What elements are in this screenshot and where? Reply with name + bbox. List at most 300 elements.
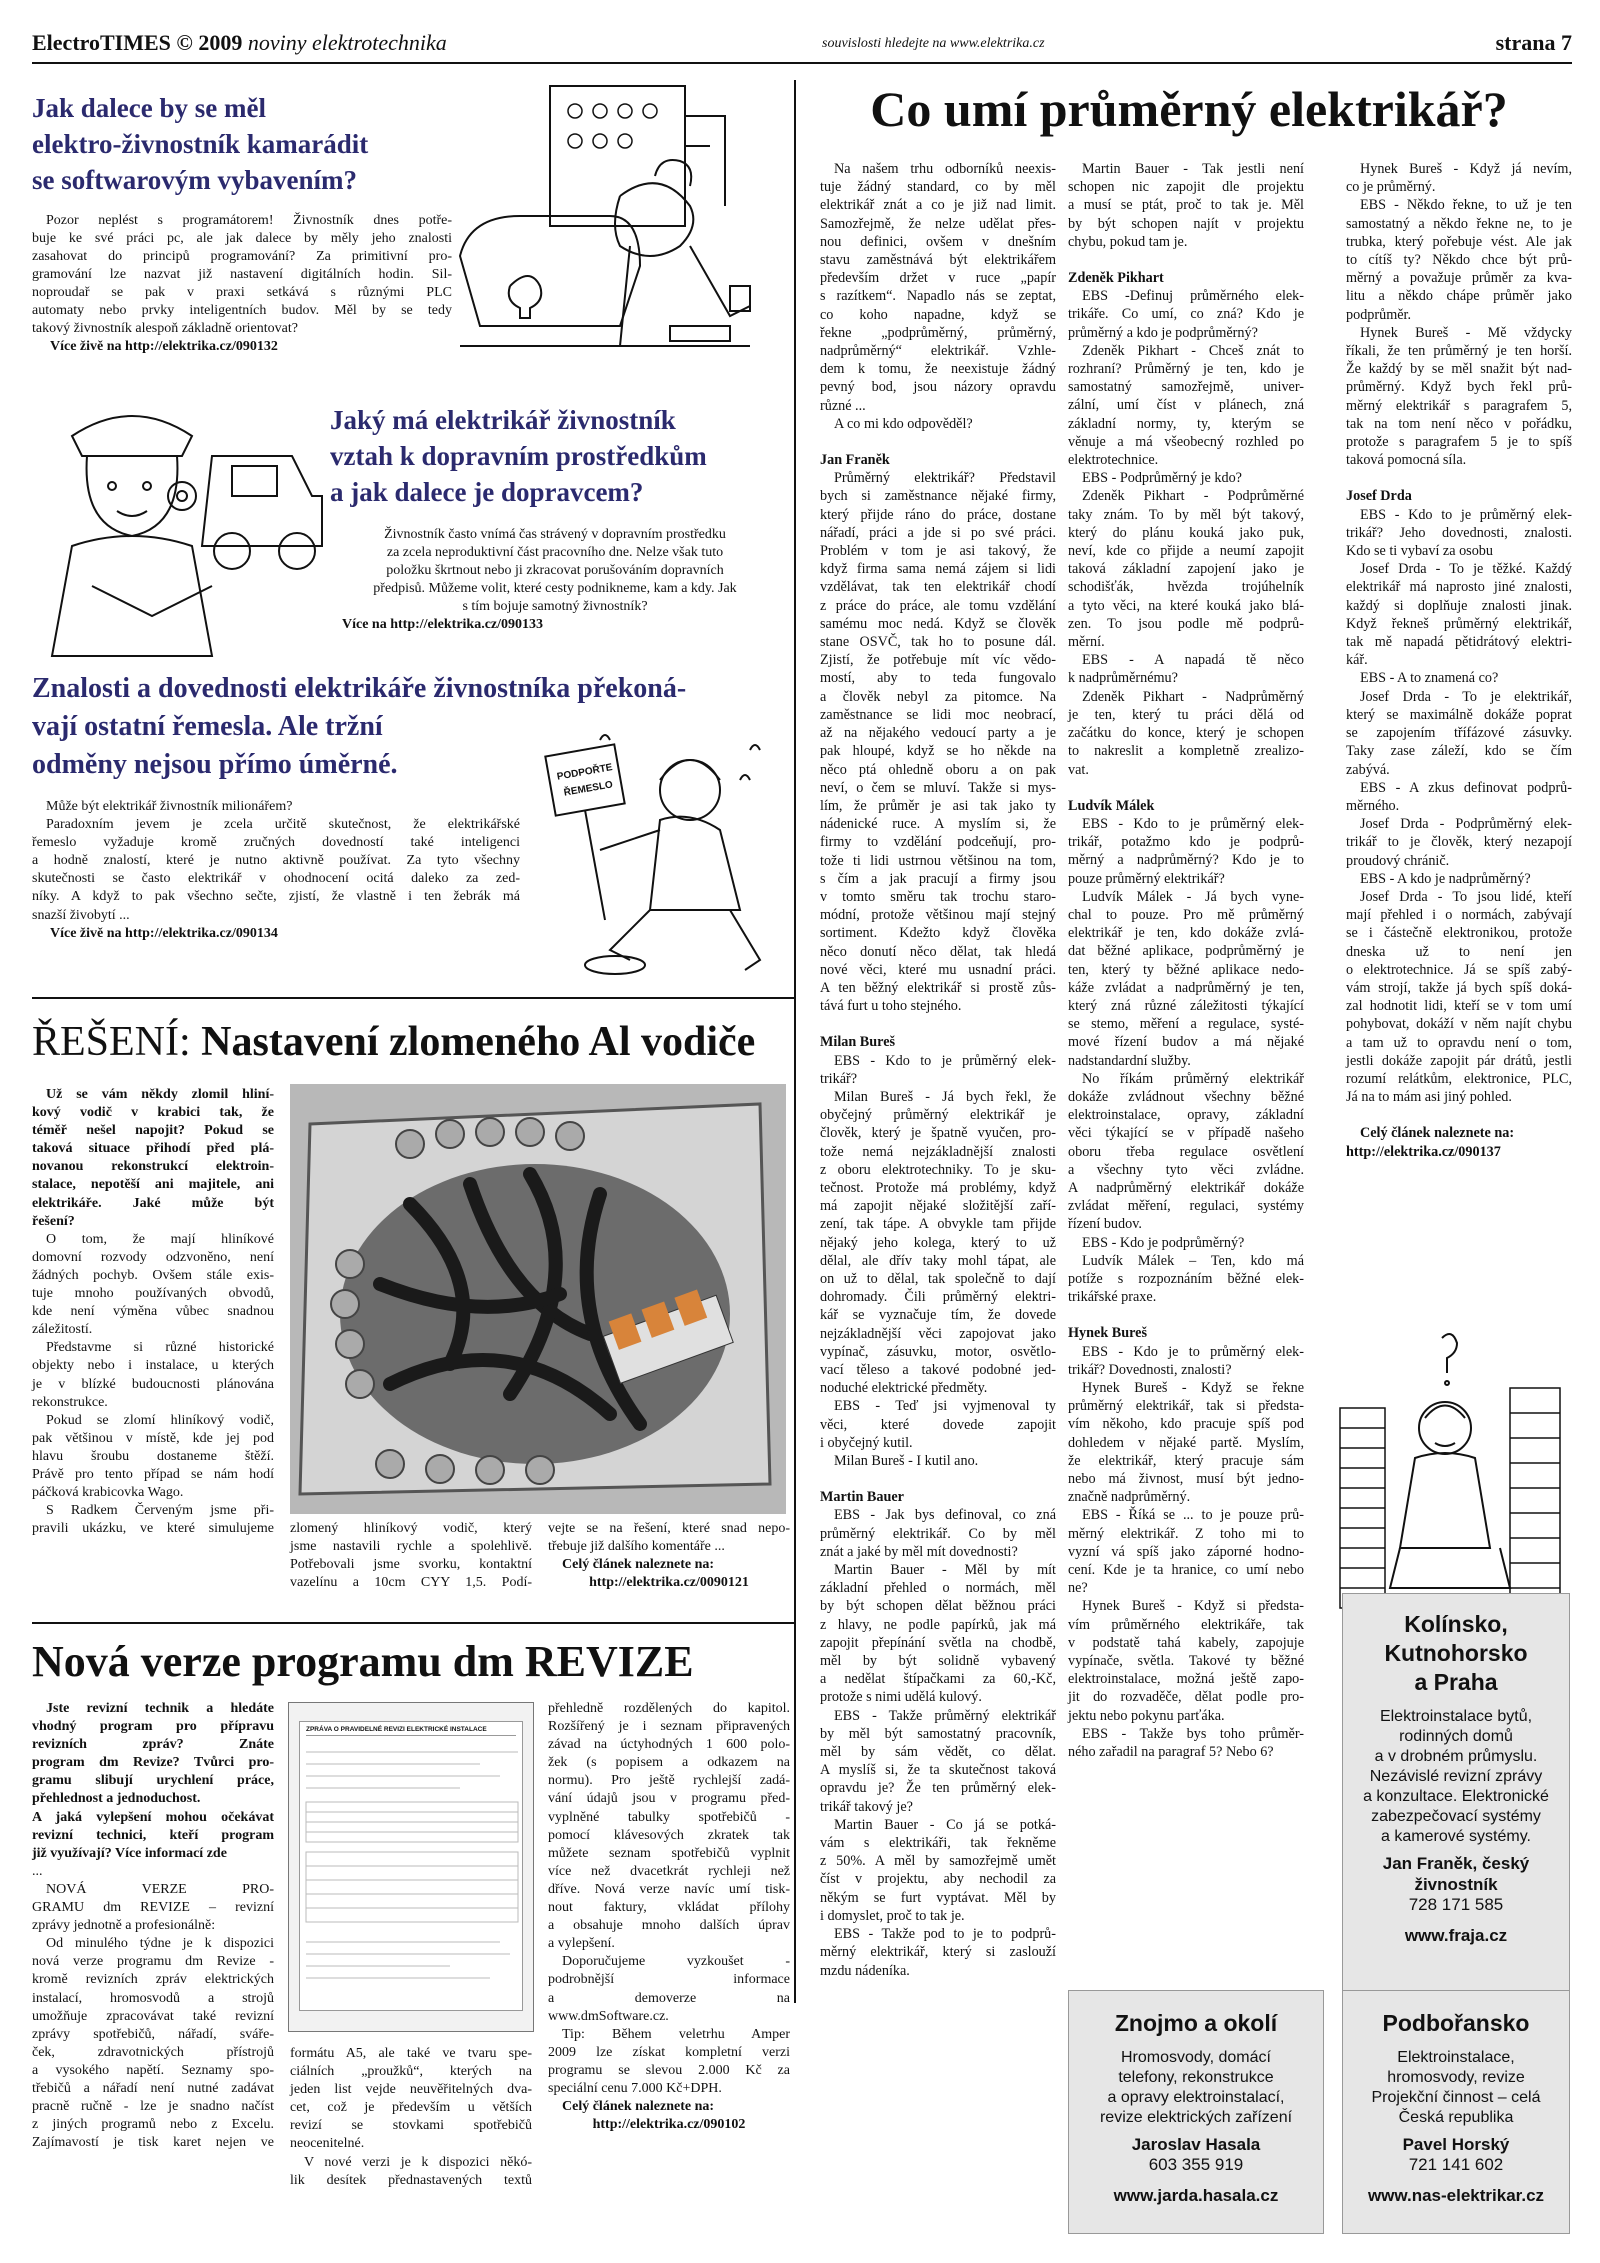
- text-line: vací těleso a takové podobné jed-: [820, 1362, 1056, 1378]
- text-line: trikář, potažmo kdo je podprů-: [1068, 834, 1304, 851]
- ad-text: hromosvody, revize: [1387, 2069, 1525, 2086]
- text-line: rekonstrukce.: [32, 1394, 108, 1410]
- interview-column-1: [820, 160, 1056, 1980]
- article-title: Nová verze programu dm REVIZE: [32, 1637, 694, 1686]
- text-line: že elektrikář, který pracuje sám: [1068, 1452, 1304, 1469]
- paragraph-line: Ludvík Málek – Ten, kdo má: [1082, 1252, 1304, 1269]
- text-line: tože ti lidi ustrnou většinou na tom,: [820, 852, 1056, 869]
- text-line: litu a někdo chápe průměr jako: [1346, 288, 1572, 305]
- text-line: k nadprůměrnému?: [1068, 670, 1178, 687]
- text-line: věnuje a má všeobecný rozhled po: [1068, 433, 1304, 450]
- ad-website[interactable]: www.nas-elektrikar.cz: [1367, 2186, 1545, 2205]
- text-line: průměrný. Když bych řekl prů-: [1346, 379, 1572, 396]
- text-line: nové věci, které mu usnadní práci.: [820, 961, 1056, 978]
- text-line: by být schopen najít v projektu: [1068, 215, 1304, 232]
- ad-phone: 721 141 602: [1408, 2155, 1504, 2174]
- text-line: Může být elektrikář živnostník milionářem?: [46, 799, 293, 814]
- article-transport: [330, 402, 780, 634]
- text-line: Představme si různé historické: [46, 1340, 274, 1356]
- text-line: má zapojit nějaké složitější zaří-: [820, 1198, 1056, 1215]
- text-line: ten, který ty běžné aplikace nedo-: [1068, 961, 1304, 978]
- text-line: trikáře. Co umí, co zná? Kdo je: [1068, 306, 1304, 323]
- text-line: třebuje již dalšího komentáře ...: [548, 1539, 725, 1555]
- text-line: a nedělat štípačkami za 60,-Kč,: [820, 1671, 1056, 1688]
- paragraph-line: Ludvík Málek - Já bych vyne-: [1082, 888, 1304, 905]
- text-line: nou definici, ovšem v dnešním: [820, 233, 1056, 250]
- text-line: je ten, který tu práci dělá od: [1068, 706, 1304, 723]
- article-title: [32, 90, 452, 198]
- text-line: skutečnosti se často elektrikář v ohodnocení ocitá daleko za zed-: [32, 871, 520, 887]
- text-line: i domyslet, proč to tak je.: [820, 1907, 965, 1924]
- text-line: dělal, ale dřív taky mohl tápat, ale: [820, 1252, 1056, 1269]
- text-line: zprávy spotřebičů, nářadí, sváře-: [32, 2026, 274, 2042]
- text-line: revizní technici, kteří program: [32, 1827, 274, 1843]
- paragraph-line: A co mi kdo odpověděl?: [834, 415, 973, 432]
- text-line: A ten běžný elektrikář si prostě zůs-: [820, 979, 1056, 996]
- interview-column-2: [1068, 160, 1304, 1761]
- text-line: podprůměr.: [1346, 306, 1412, 323]
- paragraph-line: EBS - Jak bys definoval, co zná: [834, 1507, 1056, 1524]
- paragraph-line: Josef Drda - To je elektrikář,: [1360, 688, 1572, 705]
- text-line: proudový chránič.: [1346, 852, 1450, 869]
- text-line: elektrotechnice.: [1068, 452, 1159, 469]
- text-line: stalace, nepotěší ani majitele, ani: [32, 1177, 274, 1193]
- text-line: programu se slevou 2.000 Kč za: [548, 2062, 790, 2078]
- paragraph-line: Milan Bureš - I kutil ano.: [834, 1453, 979, 1470]
- text-line: dem k tomu, že neexistuje žádný: [820, 361, 1056, 378]
- paragraph-line: Martin Bauer - Co já se potká-: [834, 1816, 1056, 1833]
- ad-website[interactable]: www.fraja.cz: [1404, 1926, 1508, 1945]
- text-line: mají přehled i o normách, zabývají: [1346, 907, 1572, 924]
- text-line: položku škrtnout nebo ji zkracovat porušováním dopravních: [386, 563, 724, 578]
- text-line: s tím bojuje samotný živnostník?: [462, 599, 648, 614]
- text-line: je v blízké budoucnosti plánována: [32, 1376, 274, 1392]
- text-line: jeden list vejde neuvěřitelných dva-: [290, 2082, 532, 2098]
- title-line: vají ostatní řemesla. Ale tržní: [32, 711, 383, 742]
- text-line: řízení budov.: [1068, 1216, 1142, 1233]
- text-line: Doporučujeme vyzkoušet -: [562, 1954, 790, 1970]
- ad-title: Podbořansko: [1382, 2010, 1530, 2036]
- text-line: noproudař se pak v praxi setkává s různými PLC: [32, 285, 452, 300]
- text-line: z 50%. A měl by samozřejmě umět: [820, 1853, 1056, 1870]
- text-line: přehlednost a jednoduchost.: [32, 1791, 201, 1807]
- title-line: vztah k dopravním prostředkům: [330, 441, 707, 471]
- paragraph-line: Průměrný elektrikář? Představil: [834, 470, 1056, 487]
- text-line: a vysokého napětí. Seznamy spo-: [32, 2062, 274, 2078]
- text-line: gramu slibují urychlení práce,: [32, 1773, 274, 1789]
- article-body: [32, 798, 520, 943]
- paragraph-line: EBS - Říká se ... to je pouze prů-: [1082, 1507, 1304, 1524]
- text-line: značně nadprůměrný.: [1068, 1489, 1191, 1506]
- text-line: tuje mnoho používaných obvodů,: [32, 1286, 274, 1302]
- text-line: program dm Revize? Tvůrci pro-: [32, 1755, 274, 1771]
- text-line: protože s nimi udělá kulový.: [820, 1689, 982, 1706]
- main-title: Co umí průměrný elektrikář?: [870, 81, 1508, 137]
- title-prefix: ŘEŠENÍ:: [32, 1019, 191, 1065]
- paragraph-line: EBS - A napadá tě něco: [1082, 652, 1304, 669]
- text-line: zální, umí číst v plánech, zná: [1068, 397, 1304, 414]
- text-line: http://elektrika.cz/0090121: [589, 1575, 749, 1591]
- ad-text: zabezpečovací systémy: [1371, 1808, 1541, 1825]
- text-line: A jaká vylepšení mohou očekávat: [32, 1809, 274, 1825]
- text-line: pravili ukázku, ve které simulujeme: [32, 1521, 274, 1537]
- text-line: dohromady. Čili průměrný elektri-: [820, 1289, 1056, 1306]
- text-line: průměrný a kdo je podprůměrný?: [1068, 324, 1258, 341]
- sign-line-1: PODPOŘTE: [556, 762, 614, 783]
- text-line: vat.: [1068, 761, 1089, 778]
- text-line: by měl být samostatný pracovník,: [820, 1725, 1056, 1742]
- title-line: odměny nejsou přímo úměrné.: [32, 749, 398, 780]
- text-line: formátu A5, ale také ve tvaru spe-: [290, 2046, 532, 2061]
- text-line: zprávy jednotně a profesionálně:: [32, 1918, 216, 1934]
- text-line: 2009 lze získat kompletní verzi: [548, 2044, 790, 2060]
- text-line: firmy to vzdělání podceňují, pro-: [820, 834, 1056, 851]
- text-line: elektroinstalace, možná ještě zapo-: [1068, 1671, 1304, 1688]
- text-line: který zná různé záležitosti týkající: [1068, 997, 1304, 1014]
- text-line: a obsahuje mnoho dalších úprav: [548, 1918, 790, 1934]
- text-line: trubka, který pořebuje vést. Ale jak: [1346, 233, 1572, 250]
- text-line: měl by sám vědět, co dělat.: [820, 1744, 1056, 1761]
- text-line: Celý článek naleznete na:: [562, 1557, 715, 1573]
- text-line: řešení?: [32, 1213, 75, 1229]
- text-line: můžete seznam spotřebičů vyplnit: [548, 1845, 790, 1861]
- text-line: www.dmSoftware.cz.: [548, 2008, 669, 2024]
- ad-text: Elektroinstalace bytů,: [1379, 1708, 1533, 1725]
- text-line: nebo má živnost, musí být jedno-: [1068, 1471, 1304, 1488]
- section-divider: [32, 1622, 794, 1624]
- text-line: rozhraní? Průměrný je ten, kdo je: [1068, 361, 1304, 378]
- text-line: dříve. Nová verze navíc umí tisk-: [548, 1881, 790, 1897]
- text-line: nářadí, práci a jde si po své práci.: [820, 524, 1056, 541]
- article-body: [32, 212, 452, 338]
- text-line: Taky zase záleží, kdo se čím: [1346, 743, 1572, 760]
- text-line: vím průměrného elektrikáře, tak: [1068, 1616, 1304, 1633]
- text-line: ček, zdravotnických přístrojů: [32, 2044, 274, 2060]
- speaker-name: Jan Franěk: [820, 452, 890, 469]
- text-line: číst v projektu, aby nechodil za: [820, 1871, 1056, 1888]
- speaker-name: Ludvík Málek: [1068, 797, 1155, 814]
- text-line: tečnost. Protože má problémy, když: [820, 1179, 1056, 1196]
- title-line: se softwarovým vybavením?: [32, 165, 357, 195]
- text-line: který přijde ráno do práce, dostane: [820, 506, 1056, 523]
- ad-text: a kamerové systémy.: [1381, 1828, 1531, 1845]
- text-line: mzdu nádeníka.: [820, 1962, 910, 1979]
- article-link[interactable]: Více živě na http://elektrika.cz/090132: [50, 339, 278, 354]
- text-line: se stemo, měření a regulace, systé-: [1068, 1016, 1304, 1033]
- text-line: níky. A když to pak všechno sečte, zjistí, že vlastně i ten žebrák má: [32, 889, 520, 905]
- paragraph-line: EBS - Takže průměrný elektrikář: [834, 1707, 1056, 1724]
- text-line: http://elektrika.cz/090102: [592, 2117, 746, 2133]
- text-line: zlomený hliníkový vodič, který: [290, 1521, 532, 1536]
- text-line: zasahovat do principů programování? Za primitivní pro-: [32, 249, 452, 264]
- text-line: říkali, že ten průměrný je ten horší.: [1346, 343, 1572, 360]
- text-line: pouze průměrný elektrikář?: [1068, 870, 1225, 887]
- text-line: ne?: [1068, 1580, 1088, 1597]
- text-line: NOVÁ VERZE PRO-: [46, 1881, 274, 1897]
- column-divider: [794, 80, 796, 2003]
- text-line: takový živnostník alespoň základně orientovat?: [32, 321, 298, 336]
- text-line: ciálních „proužků“, kterých na: [290, 2064, 532, 2080]
- text-line: řekne „podprůměrný, průměrný,: [820, 324, 1056, 341]
- text-line: Rozšířený je i seznam připravených: [548, 1719, 790, 1735]
- text-line: který se maximálně dokáže poprat: [1346, 706, 1572, 723]
- text-line: vhodný program pro přípravu: [32, 1719, 274, 1735]
- text-line: dokáže zvládnout všechny běžné: [1068, 1088, 1304, 1105]
- page-header: [32, 28, 1572, 64]
- section-divider: [32, 997, 794, 999]
- text-line: S Radkem Červeným jsme při-: [46, 1503, 274, 1519]
- text-line: Pozor neplést s programátorem! Živnostník dnes potře-: [46, 213, 452, 228]
- text-line: kář se vyznačuje tím, že dovede: [820, 1307, 1056, 1324]
- text-line: trikář?: [820, 1070, 858, 1087]
- text-line: bych si zaměstnance nějaké firmy,: [820, 488, 1056, 505]
- ad-text: a v drobném průmyslu.: [1374, 1748, 1538, 1765]
- article-wire-title: [32, 1018, 794, 1066]
- text-line: měrný a považuje průměr za kva-: [1346, 270, 1572, 287]
- text-line: vání údajů jsou v programu před-: [548, 1791, 790, 1807]
- text-line: to nakreslit a kompletně zrealizo-: [1068, 743, 1304, 760]
- ad-text: revize elektrických zařízení: [1099, 2109, 1293, 2126]
- text-line: i obyčejný kutil.: [820, 1434, 913, 1451]
- text-line: někým se furt vyptávat. Měl by: [820, 1889, 1056, 1906]
- text-line: trikářské praxe.: [1068, 1289, 1157, 1306]
- text-line: Tip: Během veletrhu Amper: [562, 2026, 790, 2042]
- text-line: revizních zpráv? Znáte: [32, 1737, 274, 1753]
- text-line: instalací, hromosvodů a strojů: [32, 1990, 274, 2006]
- paragraph-line: EBS - Kdo to je průměrný elek-: [1360, 506, 1572, 523]
- text-line: novanou rekonstrukcí elektroin-: [32, 1159, 274, 1175]
- text-line: oboru třeba regulace osvětlení: [1068, 1143, 1304, 1160]
- ad-title: Kutnohorsko: [1384, 1640, 1528, 1666]
- header-brand: ElectroTIMES © 2009 noviny elektrotechnika: [32, 30, 447, 55]
- text-line: měrný elektrikář. Z toho mi to: [1068, 1525, 1304, 1542]
- text-line: který do plánu kouká jako puk,: [1068, 524, 1304, 541]
- article-link[interactable]: Více na http://elektrika.cz/090133: [342, 617, 544, 632]
- text-line: samostatný samozřejmě, univer-: [1068, 379, 1304, 396]
- text-line: znát a jaké by měl mít dovednosti?: [820, 1543, 1018, 1560]
- paragraph-line: EBS -Definuj průměrného elek-: [1082, 288, 1304, 305]
- paragraph-line: EBS - A to znamená co?: [1360, 670, 1499, 687]
- text-line: vyplněné tabulky spotřebičů -: [548, 1809, 790, 1825]
- paragraph-line: EBS - Teď jsi vyjmenoval ty: [834, 1398, 1056, 1415]
- text-line: v podstatě tahá kabely, zapojuje: [1068, 1634, 1304, 1651]
- screenshot-title: ZPRÁVA O PRAVIDELNÉ REVIZI ELEKTRICKÉ INSTALACE: [306, 1726, 516, 1736]
- text-line: páčková krabicovka Wago.: [32, 1485, 184, 1501]
- paragraph-line: Hynek Bureš - Když si předsta-: [1082, 1598, 1304, 1615]
- text-line: a všechny tyto věci zvládne.: [1068, 1161, 1304, 1178]
- text-line: závad na úctyhodných 1 600 polo-: [548, 1737, 790, 1753]
- text-line: dneska už to není jen: [1346, 943, 1572, 960]
- interview-column-3: [1346, 160, 1572, 1161]
- text-line: řemeslo vyžaduje kromě zručných dovedností také inteligenci: [32, 835, 520, 851]
- ad-text: Projekční činnost – celá: [1371, 2089, 1541, 2106]
- text-line: nová verze programu dm Revize -: [32, 1954, 274, 1970]
- text-line: nadprůměrný“ elektrikář. Vzhle-: [820, 343, 1056, 360]
- ad-text: rodinných domů: [1399, 1728, 1513, 1745]
- text-line: jsme nastavili rychle a spolehlivě.: [290, 1539, 532, 1555]
- text-line: s čím a jak pracují a firmy jsou: [820, 870, 1056, 887]
- text-line: lím, že průměr je asi tak jako ty: [820, 797, 1056, 814]
- text-line: tak na tom není něco v pořádku,: [1346, 415, 1572, 432]
- ad-title: a Praha: [1414, 1669, 1498, 1695]
- text-line: GRAMU dm REVIZE – revizní: [32, 1900, 274, 1916]
- title-line: a jak dalece je dopravcem?: [330, 477, 644, 507]
- text-line: schopen nic zapojit dle projektu: [1068, 179, 1304, 196]
- ad-contact-name: Jaroslav Hasala: [1131, 2135, 1261, 2154]
- text-line: elektrikáře. Jaké může být: [32, 1195, 274, 1211]
- text-line: elektroinstalace, opravy, základní: [1068, 1107, 1304, 1124]
- paragraph-line: Milan Bureš - Já bych řekl, že: [834, 1088, 1056, 1105]
- text-line: Jste revizní technik a hledáte: [46, 1701, 274, 1716]
- text-line: téměř nešel napojit? Pokud se: [32, 1123, 274, 1139]
- ad-contact-name: živnostník: [1414, 1875, 1498, 1894]
- text-line: kový vodič v krabici tak, že: [32, 1105, 274, 1121]
- illustration-driver-car: [32, 396, 332, 686]
- ad-contact-name: Pavel Horský: [1402, 2135, 1510, 2154]
- ad-text: Česká republika: [1398, 2109, 1514, 2126]
- text-line: průměrný elektrikář, tak si předsta-: [1068, 1398, 1304, 1415]
- text-line: elektrikář je ten, kdo dokáže zvlá-: [1068, 925, 1304, 942]
- ad-website[interactable]: www.jarda.hasala.cz: [1113, 2186, 1279, 2205]
- article-link-label: Celý článek naleznete na:: [1360, 1125, 1515, 1142]
- text-line: revizí se stovkami spotřebičů: [290, 2118, 532, 2134]
- text-line: dohledem v nějaké partě. Myslím,: [1068, 1434, 1304, 1451]
- paragraph-line: EBS - Takže pod to je to podprů-: [834, 1926, 1056, 1943]
- header-note: souvislosti hledejte na www.elektrika.cz: [822, 36, 1045, 51]
- spacer: [1343, 2038, 1569, 2048]
- illustration-worker-laptop: [440, 76, 775, 376]
- text-line: objekty nebo i instalace, u kterých: [32, 1358, 274, 1374]
- text-line: měrného.: [1346, 797, 1400, 814]
- text-line: A nadprůměrný elektrikář dokáže: [1068, 1179, 1304, 1196]
- text-line: nout faktury, vkládat přílohy: [548, 1900, 790, 1916]
- paragraph-line: EBS - Kdo je to průměrný elek-: [1082, 1343, 1304, 1360]
- text-line: neví, kde co přijde a neumí zapojit: [1068, 543, 1304, 560]
- text-line: Zajímavostí je tisk karet nejen ve: [32, 2135, 274, 2151]
- article-link[interactable]: http://elektrika.cz/090137: [1346, 1143, 1501, 1160]
- text-line: měrný elektrikář s paragrafem 5,: [1346, 397, 1572, 414]
- text-line: v tomto směru tak trochu staro-: [820, 888, 1056, 905]
- text-line: Kdo se ti vybaví za osobu: [1346, 543, 1493, 560]
- paragraph-line: Hynek Bureš - Když já nevím,: [1360, 161, 1572, 177]
- text-line: neví, o čem se mluví. Takže si mys-: [820, 779, 1056, 796]
- paragraph-line: Josef Drda - To je těžké. Každý: [1360, 561, 1572, 578]
- text-line: se zapojením třífázové zásuvky.: [1346, 725, 1572, 742]
- text-line: zení, tak tápe. A obvykle tam přijde: [820, 1216, 1056, 1233]
- text-line: až na nějakého vedoucí party a je: [820, 725, 1056, 742]
- article-link[interactable]: Více živě na http://elektrika.cz/090134: [50, 925, 278, 941]
- paragraph-line: EBS - Takže bys toho průměr-: [1082, 1725, 1304, 1742]
- text-line: samému moc nedá. Když se člověk: [820, 615, 1056, 632]
- text-line: co je průměrný.: [1346, 179, 1436, 196]
- text-line: záležitostí.: [32, 1322, 93, 1338]
- text-line: stavu zaměstnává být elektrikářem: [820, 252, 1056, 269]
- text-line: obyčejný průměrný elektrikář je: [820, 1107, 1056, 1124]
- text-line: opravdu je? Že ten průměrný elek-: [820, 1780, 1056, 1797]
- text-line: přehledně rozdělených do kapitol.: [548, 1701, 790, 1716]
- article-title: Nastavení zlomeného Al vodiče: [201, 1019, 756, 1065]
- sign-line-2: ŘEMESLO: [563, 779, 614, 799]
- text-line: taková základní zapojení jako je: [1068, 561, 1304, 578]
- text-line: a člověk nebyl za pitomce. Na: [820, 688, 1056, 705]
- text-line: pak většinou v místě, kde jej pod: [32, 1430, 274, 1446]
- text-line: co koho napadne, když se: [820, 306, 1056, 323]
- text-line: za zcela neproduktivní část pracovního dne. Nelze však tuto: [386, 545, 724, 560]
- title-line: Jaký má elektrikář živnostník: [330, 405, 676, 435]
- text-line: předpisů. Můžeme volit, které cesty podnikneme, kam a kdy. Jak: [373, 581, 737, 596]
- text-line: každý si doplňuje znalosti jinak.: [1346, 597, 1572, 614]
- text-line: nejzákladnější věci zapojovat jako: [820, 1325, 1056, 1342]
- text-line: z práce do práce, ale tomu vzdělání: [820, 597, 1056, 614]
- text-line: Problém v tom je asi takový, že: [820, 543, 1056, 560]
- article-title: [330, 402, 780, 510]
- paragraph-line: Martin Bauer - Tak jestli není: [1082, 161, 1304, 177]
- text-line: vám strojí, takže já bych spíš doká-: [1346, 979, 1572, 996]
- text-line: domovní rozvody odzvoněno, není: [32, 1249, 274, 1265]
- ad-text: a konzultace. Elektronické: [1363, 1788, 1549, 1805]
- text-line: umožňuje zpracovávat také revizní: [32, 2008, 274, 2024]
- text-line: on už to dělal, tak společně to dají: [820, 1270, 1056, 1287]
- text-line: se i částečně elektronikou, protože: [1346, 925, 1572, 942]
- text-line: lik desítek přednastavených textů: [290, 2172, 532, 2188]
- text-line: žádných pochyb. Ovšem stále exis-: [32, 1267, 274, 1283]
- text-line: více než dvacetkrát rychleji než: [548, 1863, 790, 1879]
- text-line: cet, což je především u větších: [290, 2100, 532, 2116]
- text-line: elektrikář má naprosto jiné znalosti,: [1346, 579, 1572, 596]
- spacer: [1069, 2038, 1323, 2048]
- speaker-name: Martin Bauer: [820, 1489, 904, 1506]
- text-line: pohybovat, dokáží v něm najít chybu: [1346, 1016, 1572, 1033]
- text-line: Samozřejmě, že nelze udělat přes-: [820, 215, 1056, 232]
- article-body: [548, 1700, 790, 2134]
- illustration-papers: [1330, 1318, 1570, 1618]
- text-line: dat běžné aplikace, podprůměrný je: [1068, 943, 1304, 960]
- text-line: Zjistí, že potřebuje mít víc vědo-: [820, 652, 1056, 669]
- text-line: a demoverze na: [548, 1990, 790, 2006]
- text-line: pak hloupé, když se ho někde na: [820, 743, 1056, 760]
- text-line: s razítkem“. Napadlo nás se zeptat,: [820, 288, 1056, 305]
- text-line: Že každý by se měl snažit být nad-: [1346, 361, 1572, 378]
- text-line: základní přehled o normách, měl: [820, 1580, 1056, 1597]
- text-line: kář.: [1346, 652, 1368, 669]
- text-line: když firma sama nemá zájem si lidi: [820, 561, 1056, 578]
- text-line: V nové verzi je k dispozici někó-: [304, 2154, 532, 2170]
- text-line: kromě revizních zpráv elektrických: [32, 1972, 274, 1988]
- text-line: noduché elektrické předměty.: [820, 1380, 988, 1397]
- text-line: žek (s popisem a odkazem na: [548, 1755, 790, 1771]
- ad-podborany: [1342, 1990, 1570, 2234]
- text-line: schodišťák, hvězda trojúhelník: [1068, 579, 1304, 596]
- spacer: [1343, 1697, 1569, 1707]
- text-line: především držet v ruce „papír: [820, 270, 1056, 287]
- text-line: jektu nebo pokynu parťáka.: [1068, 1707, 1225, 1724]
- ad-title: Znojmo a okolí: [1114, 2010, 1278, 2036]
- illustration-beggar: [540, 720, 790, 990]
- text-line: neocenitelné.: [290, 2136, 365, 2152]
- text-line: módní, protože většinou mají stejný: [820, 907, 1056, 924]
- paragraph-line: Zdeněk Pikhart - Nadprůměrný: [1082, 688, 1304, 705]
- paragraph-line: Hynek Bureš - Když se řekne: [1082, 1380, 1304, 1396]
- text-line: třebičů a nářadí není nutné zadávat: [32, 2080, 274, 2096]
- article-body: [32, 1700, 274, 2152]
- text-line: buje ke své práci pc, ale jak dalece by měly jeho znalosti: [32, 231, 452, 246]
- text-line: věci týkající se v případě našeho: [1068, 1125, 1304, 1142]
- text-line: Potřebovali jsme svorku, kontaktní: [290, 1557, 532, 1573]
- text-line: Celý článek naleznete na:: [562, 2099, 715, 2115]
- text-line: vám s elektrikáři, tak řekněme: [820, 1835, 1056, 1852]
- text-line: zapojit přepínání světla na chodbě,: [820, 1634, 1056, 1651]
- ad-contact-name: Jan Franěk, český: [1382, 1854, 1530, 1873]
